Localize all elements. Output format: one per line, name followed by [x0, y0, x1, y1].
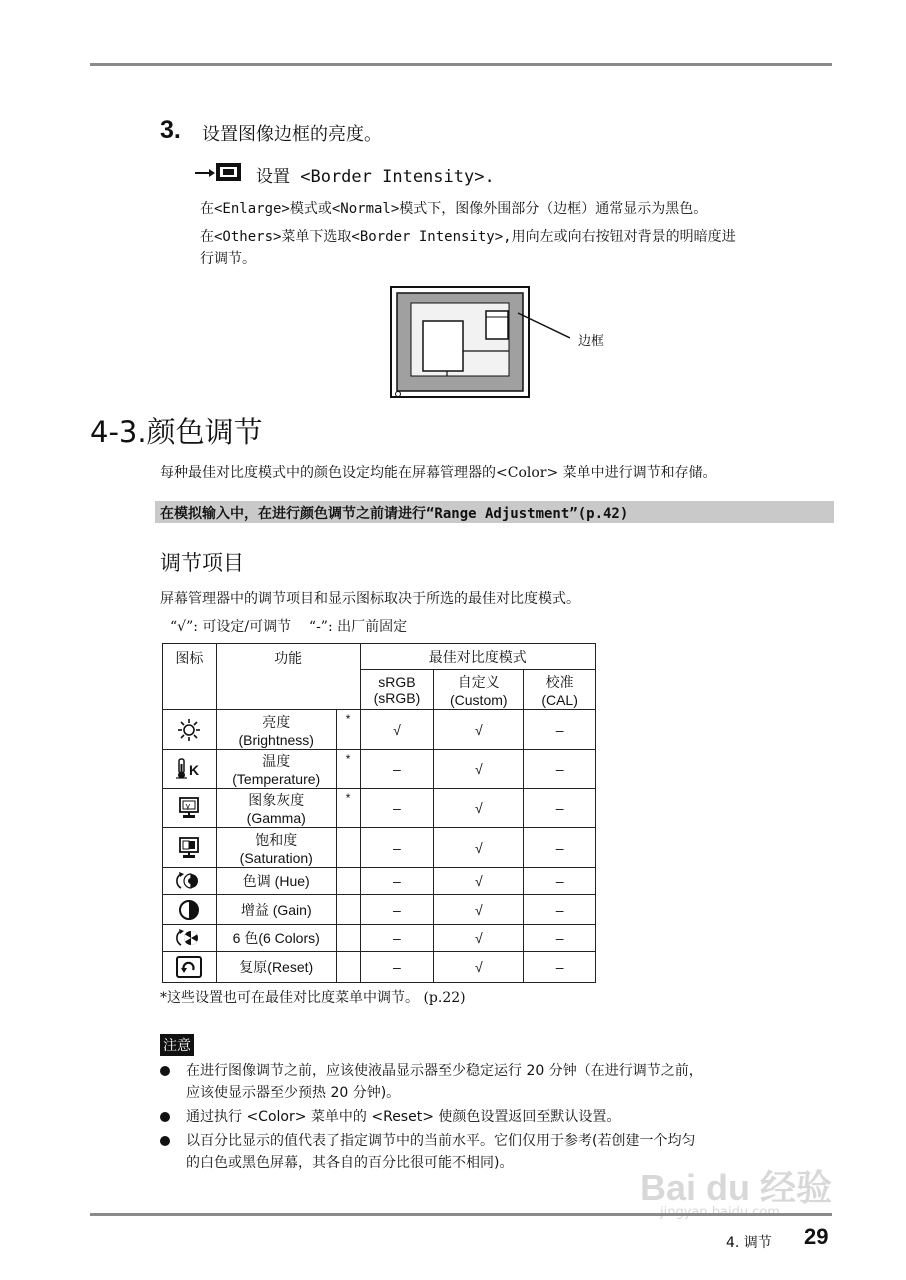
custom-cell: √ [434, 895, 524, 925]
subsection-title: 调节项目 [160, 551, 244, 575]
cal-cell: – [524, 750, 596, 789]
srgb-cell: √ [360, 710, 434, 750]
section-intro: 每种最佳对比度模式中的颜色设定均能在屏幕管理器的<Color> 菜单中进行调节和存储。 [160, 465, 717, 481]
note-tag: 注意 [160, 1034, 194, 1056]
saturation-icon [163, 828, 217, 868]
step-line-1: 在<Enlarge>模式或<Normal>模式下，图像外围部分（边框）通常显示为黑色。 [200, 201, 708, 217]
step-line-2a: 在<Others>菜单下选取<Border Intensity>,用向左或向右按钮对背景的明暗度进 [200, 229, 736, 245]
table-row [163, 952, 596, 983]
function-cell: 温度 (Temperature) [216, 750, 336, 789]
srgb-cell: – [360, 750, 434, 789]
svg-text:γ: γ [185, 801, 191, 811]
custom-cell: √ [434, 710, 524, 750]
table-row [163, 895, 596, 925]
header-mode-custom: 自定义 (Custom) [434, 670, 524, 710]
custom-cell: √ [434, 925, 524, 952]
gain-icon [163, 895, 217, 925]
function-cell: 图象灰度 (Gamma) [216, 789, 336, 828]
top-rule [90, 63, 832, 66]
adjustment-table [162, 643, 596, 983]
custom-cell: √ [434, 952, 524, 983]
table-footnote: *这些设置也可在最佳对比度菜单中调节。 (p.22) [160, 990, 466, 1006]
function-cell: 增益 (Gain) [216, 895, 336, 925]
header-mode-cal: 校准 (CAL) [524, 670, 596, 710]
table-row [163, 710, 596, 750]
star-mark: * [336, 710, 360, 750]
note-item [160, 1060, 840, 1104]
cal-cell: – [524, 925, 596, 952]
reset-icon [163, 952, 217, 983]
srgb-cell: – [360, 868, 434, 895]
table-row [163, 828, 596, 868]
brightness-icon [163, 710, 217, 750]
note-line: 以百分比显示的值代表了指定调节中的当前水平。它们仅用于参考(若创建一个均匀 [186, 1133, 696, 1149]
srgb-cell: – [360, 828, 434, 868]
srgb-cell: – [360, 925, 434, 952]
cal-cell: – [524, 952, 596, 983]
border-figure [390, 286, 570, 401]
step-number: 3. [160, 116, 181, 144]
star-mark [336, 895, 360, 925]
banner-text: 在模拟输入中，在进行颜色调节之前请进行“Range Adjustment”(p.42) [160, 506, 629, 522]
temperature-icon [163, 750, 217, 789]
monitor-arrow-icon [195, 162, 245, 182]
note-line: 应该使显示器至少预热 20 分钟)。 [186, 1085, 401, 1101]
srgb-cell: – [360, 789, 434, 828]
legend: “√”: 可设定/可调节 “-”: 出厂前固定 [170, 619, 408, 635]
function-cell: 饱和度 (Saturation) [216, 828, 336, 868]
custom-cell: √ [434, 789, 524, 828]
table-row [163, 750, 596, 789]
header-mode-srgb: sRGB (sRGB) [360, 670, 434, 710]
header-icon: 图标 [163, 644, 217, 710]
six-colors-icon [163, 925, 217, 952]
table-row [163, 789, 596, 828]
subsection-intro: 屏幕管理器中的调节项目和显示图标取决于所选的最佳对比度模式。 [160, 591, 580, 607]
header-function: 功能 [216, 644, 360, 710]
note-line: 通过执行 <Color> 菜单中的 <Reset> 使颜色设置返回至默认设置。 [186, 1109, 621, 1125]
table-row [163, 925, 596, 952]
step-line-2b: 行调节。 [200, 251, 256, 267]
cal-cell: – [524, 868, 596, 895]
srgb-cell: – [360, 952, 434, 983]
table-row [163, 868, 596, 895]
hue-icon [163, 868, 217, 895]
baidu-watermark: Bai du 经验 [640, 1167, 833, 1208]
cal-cell: – [524, 828, 596, 868]
function-cell: 复原(Reset) [216, 952, 336, 983]
figure-label: 边框 [578, 333, 605, 348]
page-number: 29 [804, 1224, 829, 1249]
gamma-icon [163, 789, 217, 828]
bullet-icon [160, 1136, 170, 1146]
range-adjustment-banner [155, 501, 834, 523]
note-line: 的白色或黑色屏幕，其各自的百分比很可能不相同)。 [186, 1155, 514, 1171]
svg-text:K: K [189, 762, 200, 778]
step-title: 设置图像边框的亮度。 [202, 124, 382, 145]
star-mark: * [336, 750, 360, 789]
custom-cell: √ [434, 750, 524, 789]
cal-cell: – [524, 710, 596, 750]
star-mark [336, 925, 360, 952]
header-modes: 最佳对比度模式 [360, 644, 595, 670]
section-title: 4-3.颜色调节 [90, 415, 263, 449]
srgb-cell: – [360, 895, 434, 925]
custom-cell: √ [434, 828, 524, 868]
bottom-rule [90, 1213, 832, 1216]
note-item [160, 1106, 840, 1128]
function-cell: 色调 (Hue) [216, 868, 336, 895]
function-cell: 亮度 (Brightness) [216, 710, 336, 750]
star-mark [336, 828, 360, 868]
custom-cell: √ [434, 868, 524, 895]
function-cell: 6 色(6 Colors) [216, 925, 336, 952]
step-action: 设置 <Border Intensity>. [256, 167, 495, 187]
star-mark [336, 952, 360, 983]
chapter-label: 4. 调节 [726, 1235, 772, 1251]
cal-cell: – [524, 895, 596, 925]
cal-cell: – [524, 789, 596, 828]
star-mark: * [336, 789, 360, 828]
bullet-icon [160, 1112, 170, 1122]
note-line: 在进行图像调节之前，应该使液晶显示器至少稳定运行 20 分钟（在进行调节之前， [186, 1063, 703, 1079]
star-mark [336, 868, 360, 895]
bullet-icon [160, 1066, 170, 1076]
